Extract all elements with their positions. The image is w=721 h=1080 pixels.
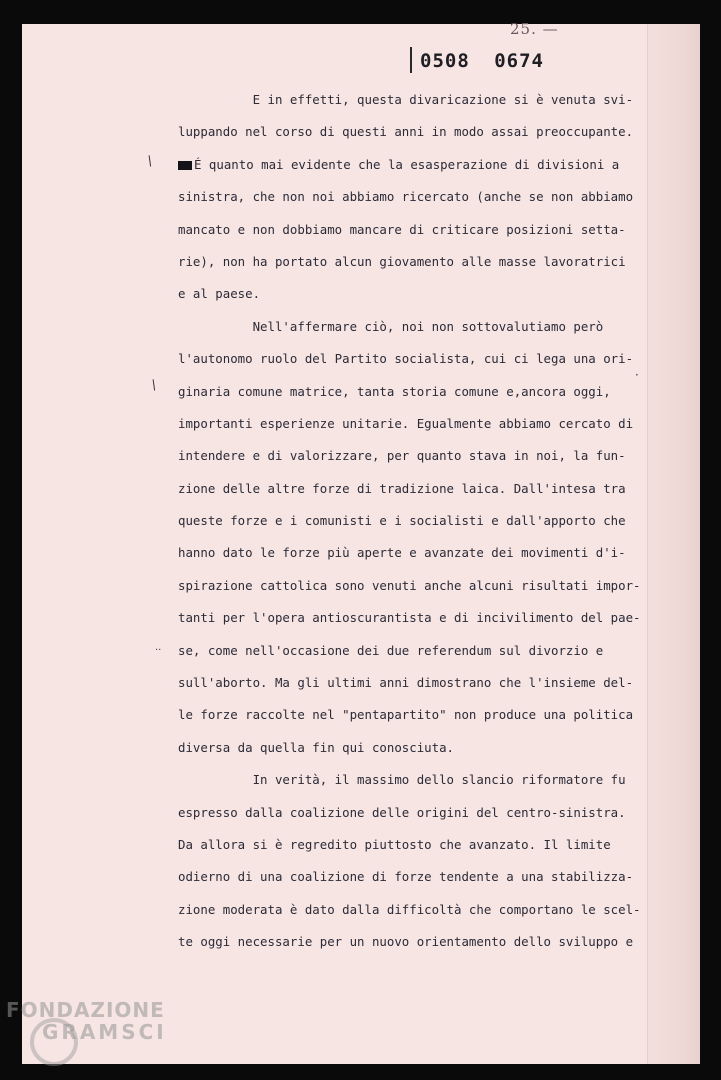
typed-text-body <box>178 84 641 959</box>
watermark-line1: FONDAZIONE <box>6 998 165 1022</box>
margin-dash-mark: · <box>635 368 639 382</box>
text-line: diversa da quella fin qui conosciuta. <box>178 739 455 755</box>
text-line: ginaria comune matrice, tanta storia comune e,ancora oggi, <box>178 383 611 399</box>
margin-tick-mark: / <box>145 153 156 170</box>
ink-blot <box>178 161 192 170</box>
text-line: e al paese. <box>178 286 261 302</box>
text-line: Da allora si è regredito piuttosto che avanzato. Il limite <box>178 836 611 852</box>
text-line: luppando nel corso di questi anni in modo assai preoccupante. <box>178 124 634 140</box>
text-line: tanti per l'opera antioscurantista e di incivilimento del pae- <box>178 610 641 626</box>
margin-tick-mark: / <box>149 377 160 394</box>
text-line <box>178 149 620 181</box>
text-line: queste forze e i comunisti e i socialisti e dall'apporto che <box>178 513 626 529</box>
text-line: intendere e di valorizzare, per quanto stava in noi, la fun- <box>178 448 626 464</box>
text-line: Nell'affermare ciò, noi non sottovalutiamo però <box>178 318 604 334</box>
handwritten-page-number: 25. — <box>510 20 559 38</box>
text-line: sull'aborto. Ma gli ultimi anni dimostrano che l'insieme del- <box>178 675 634 691</box>
text-line: rie), non ha portato alcun giovamento alle masse lavoratrici <box>178 253 626 269</box>
watermark-line2: GRAMSCI <box>42 1020 167 1044</box>
text-line-content: É quanto mai evidente che la esasperazione di divisioni a <box>194 156 620 172</box>
text-line: l'autonomo ruolo del Partito socialista, cui ci lega una ori- <box>178 351 634 367</box>
archive-stamp-code: 0508 0674 <box>420 50 544 72</box>
text-line: zione moderata è dato dalla difficoltà che comportano le scel- <box>178 901 641 917</box>
text-line: E in effetti, questa divaricazione si è venuta svi- <box>178 92 634 107</box>
margin-dots-mark: ·· <box>155 645 162 656</box>
text-line: importanti esperienze unitarie. Egualmente abbiamo cercato di <box>178 415 634 431</box>
watermark <box>6 1000 167 1042</box>
text-line: espresso dalla coalizione delle origini del centro-sinistra. <box>178 804 626 820</box>
text-line: te oggi necessarie per un nuovo orientamento dello sviluppo e <box>178 934 634 950</box>
stamp-bar <box>410 47 412 73</box>
text-line: odierno di una coalizione di forze tendente a una stabilizza- <box>178 869 634 885</box>
text-line: sinistra, che non noi abbiamo ricercato (anche se non abbiamo <box>178 189 634 205</box>
text-line: spirazione cattolica sono venuti anche alcuni risultati impor- <box>178 577 641 593</box>
text-line: zione delle altre forze di tradizione laica. Dall'intesa tra <box>178 480 626 496</box>
text-line: le forze raccolte nel "pentapartito" non produce una politica <box>178 707 634 723</box>
text-line: mancato e non dobbiamo mancare di criticare posizioni setta- <box>178 221 626 237</box>
text-line: se, come nell'occasione dei due referendum sul divorzio e <box>178 642 604 658</box>
text-line: In verità, il massimo dello slancio riformatore fu <box>178 772 626 788</box>
text-line: hanno dato le forze più aperte e avanzate dei movimenti d'i- <box>178 545 626 561</box>
page-edge-strip <box>647 24 700 1064</box>
